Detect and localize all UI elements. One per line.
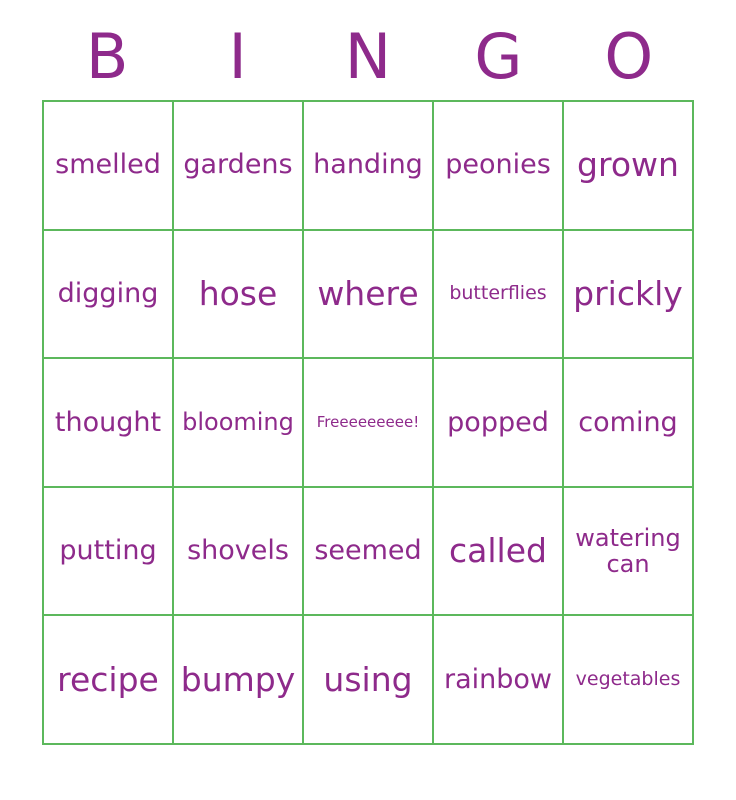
bingo-cell[interactable]: peonies	[434, 102, 564, 231]
bingo-cell[interactable]: grown	[564, 102, 694, 231]
bingo-cell[interactable]: vegetables	[564, 616, 694, 745]
header-letter-i: I	[228, 20, 247, 93]
bingo-cell[interactable]: smelled	[44, 102, 174, 231]
bingo-cell[interactable]: putting	[44, 488, 174, 617]
bingo-cell[interactable]: where	[304, 231, 434, 360]
bingo-cell[interactable]: watering can	[564, 488, 694, 617]
bingo-cell[interactable]: handing	[304, 102, 434, 231]
header-letter-n: N	[344, 20, 392, 93]
bingo-cell[interactable]: blooming	[174, 359, 304, 488]
bingo-cell[interactable]: recipe	[44, 616, 174, 745]
bingo-cell[interactable]: coming	[564, 359, 694, 488]
bingo-cell[interactable]: digging	[44, 231, 174, 360]
bingo-cell[interactable]: butterflies	[434, 231, 564, 360]
header-letter-b: B	[85, 20, 129, 93]
bingo-cell[interactable]: thought	[44, 359, 174, 488]
header-letter-g: G	[474, 20, 523, 93]
bingo-cell[interactable]: popped	[434, 359, 564, 488]
bingo-cell[interactable]: using	[304, 616, 434, 745]
bingo-cell[interactable]: prickly	[564, 231, 694, 360]
bingo-header	[42, 18, 694, 96]
bingo-cell[interactable]: bumpy	[174, 616, 304, 745]
bingo-cell[interactable]: Freeeeeeeee!	[304, 359, 434, 488]
bingo-cell[interactable]: hose	[174, 231, 304, 360]
bingo-cell[interactable]: shovels	[174, 488, 304, 617]
bingo-grid	[42, 100, 694, 745]
bingo-cell[interactable]: rainbow	[434, 616, 564, 745]
bingo-cell[interactable]: gardens	[174, 102, 304, 231]
bingo-cell[interactable]: called	[434, 488, 564, 617]
header-letter-o: O	[604, 20, 654, 93]
bingo-cell[interactable]: seemed	[304, 488, 434, 617]
